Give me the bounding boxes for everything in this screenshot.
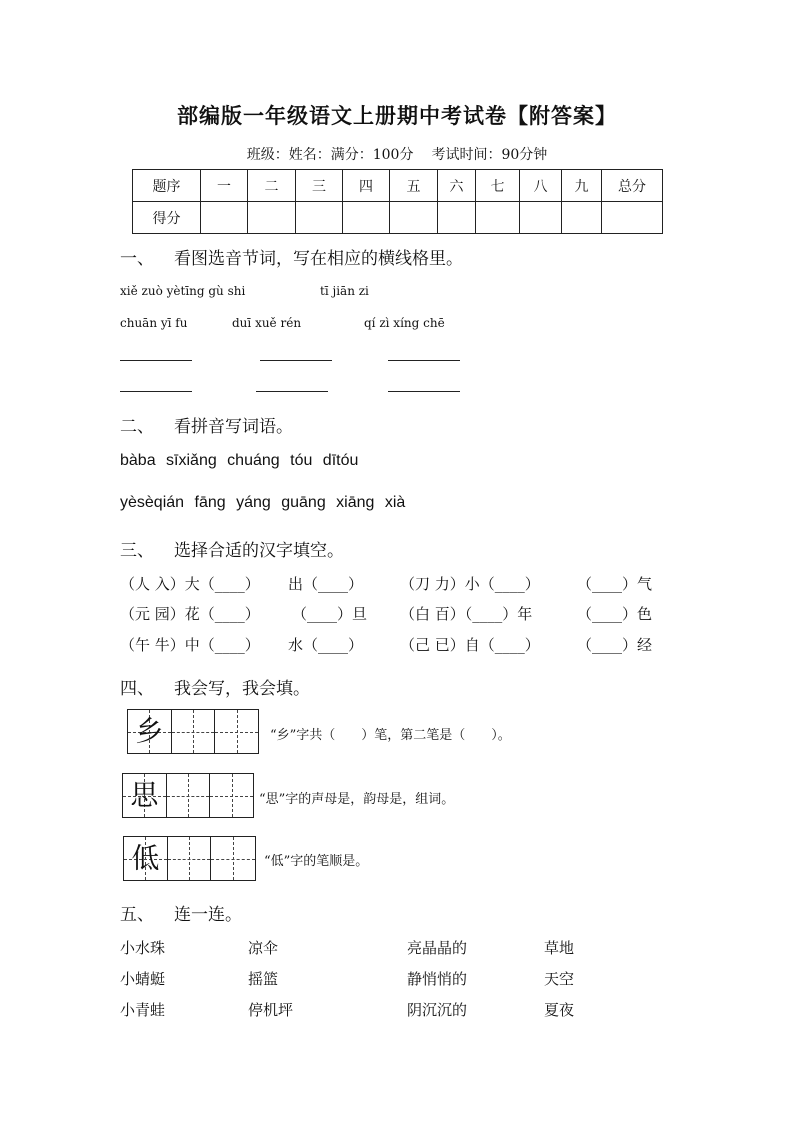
question-text: “思”字的声母是，韵母是，组词。 [259, 792, 455, 807]
fill-item[interactable]: （白 百）（____）年 [400, 605, 533, 623]
fill-item[interactable]: （____）旦 [292, 605, 368, 623]
header-cell: 七 [476, 170, 520, 202]
model-character: 乡 [135, 713, 164, 747]
match-item[interactable]: 草地 [544, 939, 575, 957]
writing-grid [123, 836, 256, 881]
match-item[interactable]: 凉伞 [248, 939, 279, 957]
section-number: 三、 [120, 541, 154, 561]
pinyin-line: yèsèqián fāng yáng guāng xiāng xià [120, 494, 406, 511]
writing-grid [122, 773, 254, 818]
section-number: 五、 [120, 905, 154, 925]
section-number: 二、 [120, 417, 154, 437]
fill-item[interactable]: （刀 力）小（____） [400, 575, 540, 593]
fill-item[interactable]: （己 已）自（____） [400, 636, 540, 654]
grid-cell[interactable] [211, 837, 255, 880]
page-title: 部编版一年级语文上册期中考试卷【附答案】 [177, 103, 617, 128]
score-cell[interactable] [343, 202, 390, 234]
score-cell[interactable] [602, 202, 663, 234]
match-item[interactable]: 小青蛙 [120, 1001, 166, 1019]
fill-item[interactable]: 出（____） [288, 575, 364, 593]
header-cell: 九 [562, 170, 602, 202]
score-table [132, 169, 663, 234]
section-5-heading [120, 900, 242, 925]
answer-line[interactable] [120, 391, 192, 392]
class-info: 班级：姓名：满分：100分 [246, 147, 414, 163]
answer-line[interactable] [388, 360, 460, 361]
match-item[interactable]: 静悄悄的 [407, 970, 468, 988]
header-cell: 六 [438, 170, 476, 202]
time-info: 考试时间：90分钟 [431, 147, 548, 163]
match-item[interactable]: 摇篮 [248, 970, 279, 988]
grid-cell [128, 710, 172, 753]
answer-line[interactable] [120, 360, 192, 361]
score-cell[interactable] [248, 202, 296, 234]
section-4-heading [120, 674, 310, 699]
grid-cell [123, 774, 167, 817]
match-item[interactable]: 小水珠 [120, 939, 166, 957]
fill-item[interactable]: （人 入）大（____） [120, 575, 260, 593]
fill-item[interactable]: （元 园）花（____） [120, 605, 260, 623]
match-item[interactable]: 天空 [544, 970, 575, 988]
pinyin-option: tī jiān zi [320, 284, 369, 298]
question-text: “低”字的笔顺是。 [264, 854, 369, 869]
model-character: 思 [130, 777, 159, 811]
writing-grid [127, 709, 259, 754]
score-table-row [133, 202, 663, 234]
grid-cell [124, 837, 168, 880]
section-number: 四、 [120, 679, 154, 699]
header-cell: 一 [201, 170, 248, 202]
exam-info [0, 144, 794, 164]
score-cell[interactable] [438, 202, 476, 234]
header-cell: 三 [296, 170, 343, 202]
section-text: 看拼音写词语。 [174, 417, 293, 437]
header-cell: 总分 [602, 170, 663, 202]
score-cell[interactable] [201, 202, 248, 234]
section-text: 选择合适的汉字填空。 [174, 541, 344, 561]
grid-cell[interactable] [168, 837, 212, 880]
section-text: 连一连。 [174, 905, 242, 925]
grid-cell[interactable] [172, 710, 216, 753]
header-cell: 四 [343, 170, 390, 202]
pinyin-option: xiě zuò yètīng gù shi [120, 284, 246, 298]
fill-item[interactable]: （____）色 [577, 605, 653, 623]
score-cell[interactable] [520, 202, 562, 234]
fill-item[interactable]: （____）经 [577, 636, 653, 654]
answer-line[interactable] [260, 360, 332, 361]
score-cell[interactable] [476, 202, 520, 234]
section-text: 我会写，我会填。 [174, 679, 310, 699]
fill-item[interactable]: （午 牛）中（____） [120, 636, 260, 654]
fill-item[interactable]: 水（____） [288, 636, 364, 654]
section-3-heading [120, 536, 344, 561]
model-character: 低 [131, 840, 160, 874]
answer-line[interactable] [388, 391, 460, 392]
pinyin-option: chuān yī fu [120, 316, 188, 330]
pinyin-line: bàba sīxiǎng chuáng tóu dītóu [120, 452, 359, 469]
question-text: “乡”字共（ ）笔，第二笔是（ ）。 [270, 728, 511, 743]
score-cell[interactable] [562, 202, 602, 234]
grid-cell[interactable] [210, 774, 253, 817]
header-cell: 题序 [133, 170, 201, 202]
score-cell[interactable] [296, 202, 343, 234]
match-item[interactable]: 夏夜 [544, 1001, 575, 1019]
match-item[interactable]: 停机坪 [248, 1001, 294, 1019]
section-number: 一、 [120, 249, 154, 269]
section-text: 看图选音节词，写在相应的横线格里。 [174, 249, 463, 269]
match-item[interactable]: 亮晶晶的 [407, 939, 468, 957]
row-label: 得分 [133, 202, 201, 234]
header-cell: 二 [248, 170, 296, 202]
section-1-heading [120, 244, 463, 269]
header-cell: 五 [390, 170, 438, 202]
match-item[interactable]: 阴沉沉的 [407, 1001, 468, 1019]
score-cell[interactable] [390, 202, 438, 234]
grid-cell[interactable] [167, 774, 211, 817]
match-item[interactable]: 小蜻蜓 [120, 970, 166, 988]
grid-cell[interactable] [215, 710, 258, 753]
answer-line[interactable] [256, 391, 328, 392]
pinyin-option: duī xuě rén [232, 316, 302, 330]
header-cell: 八 [520, 170, 562, 202]
pinyin-option: qí zì xíng chē [364, 316, 445, 330]
score-table-header [133, 170, 663, 202]
section-2-heading [120, 412, 293, 437]
fill-item[interactable]: （____）气 [577, 575, 653, 593]
